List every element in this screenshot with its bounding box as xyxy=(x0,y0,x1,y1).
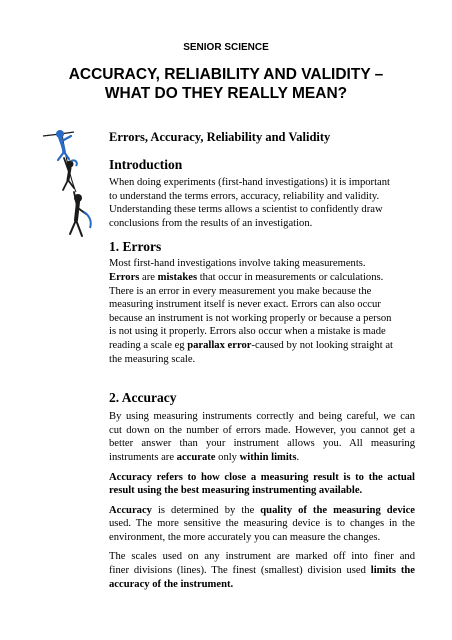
accuracy-line: cut down on the number of errors made. However, you cannot get a xyxy=(109,424,415,436)
section-heading-accuracy: 2. Accuracy xyxy=(109,390,177,406)
errors-line xyxy=(109,271,415,285)
term-accuracy-of-instrument: accuracy of the instrument. xyxy=(109,578,234,590)
accuracy-line xyxy=(109,504,415,518)
text-run: that occur in measurements or calculations. xyxy=(197,271,384,283)
text-run: are xyxy=(139,271,158,283)
accuracy-paragraph-1 xyxy=(109,410,415,464)
term-quality-of-device: quality of the measuring device xyxy=(260,504,415,516)
errors-line: Most first-hand investigations involve taking measurements. xyxy=(109,258,366,270)
errors-line: the measuring scale. xyxy=(109,353,196,365)
term-parallax-error: parallax error xyxy=(187,339,252,351)
accuracy-line: environment, the more accurately you can measure the changes. xyxy=(109,531,381,543)
text-run: finer divisions (lines). The finest (smallest) division used xyxy=(109,565,371,577)
accuracy-line xyxy=(109,451,415,465)
accuracy-line: By using measuring instruments correctly and being careful, we can xyxy=(109,411,415,423)
accuracy-line: used. The more sensitive the measuring device is to changes in the xyxy=(109,518,415,530)
intro-paragraph xyxy=(109,176,415,230)
errors-line: is not using it properly. Errors also occur when a mistake is made xyxy=(109,326,386,338)
intro-line: Understanding these terms allows a scientist to confidently draw xyxy=(109,204,383,216)
text-run: reading a scale eg xyxy=(109,339,188,351)
accuracy-paragraph-4 xyxy=(109,550,415,591)
section-heading-introduction: Introduction xyxy=(109,157,183,172)
definition-line: Accuracy refers to how close a measuring result is to the actual xyxy=(109,471,415,483)
intro-line: conclusions from the results of an investigation. xyxy=(109,217,313,229)
intro-line: When doing experiments (first-hand investigations) it is important xyxy=(109,177,390,188)
accuracy-line xyxy=(109,564,415,578)
accuracy-paragraph-3 xyxy=(109,504,415,545)
errors-paragraph xyxy=(109,257,415,366)
text-run: -caused by not looking straight at xyxy=(251,339,393,351)
accuracy-line: The scales used on any instrument are marked off into finer and xyxy=(109,551,415,563)
course-label: SENIOR SCIENCE xyxy=(183,42,269,53)
definition-line: result using the best measuring instrumenting available. xyxy=(109,485,363,497)
text-run: instruments are xyxy=(109,451,177,463)
term-accuracy: Accuracy xyxy=(109,504,152,516)
intro-line: to understand the terms errors, accuracy, reliability and validity. xyxy=(109,190,380,202)
text-run: . xyxy=(296,451,300,463)
text-run: only xyxy=(215,451,240,463)
errors-line: measuring instrument itself is never exact. Errors can also occur xyxy=(109,299,381,311)
errors-line xyxy=(109,339,415,353)
term-accurate: accurate xyxy=(176,451,216,463)
page-title xyxy=(0,65,452,103)
accuracy-definition xyxy=(109,471,415,498)
term-within-limits: within limits xyxy=(239,451,297,463)
term-limits-the: limits the xyxy=(370,565,416,577)
section-heading-errors: 1. Errors xyxy=(109,239,162,255)
errors-line: There is an error in every measurement you make because the xyxy=(109,285,372,297)
document-subtitle: Errors, Accuracy, Reliability and Validity xyxy=(109,130,331,144)
climbing-figures-clipart xyxy=(40,128,108,240)
page-title-line-1: ACCURACY, RELIABILITY AND VALIDITY – xyxy=(68,66,384,83)
term-errors: Errors xyxy=(109,271,140,283)
errors-line: because an instrument is not working properly or because a person xyxy=(109,312,392,324)
term-mistakes: mistakes xyxy=(157,271,198,283)
page-title-line-2: WHAT DO THEY REALLY MEAN? xyxy=(104,85,348,102)
text-run: is determined by the xyxy=(151,504,261,516)
accuracy-line: better answer than your instrument allows you. All measuring xyxy=(109,438,415,450)
main-content xyxy=(109,128,415,591)
